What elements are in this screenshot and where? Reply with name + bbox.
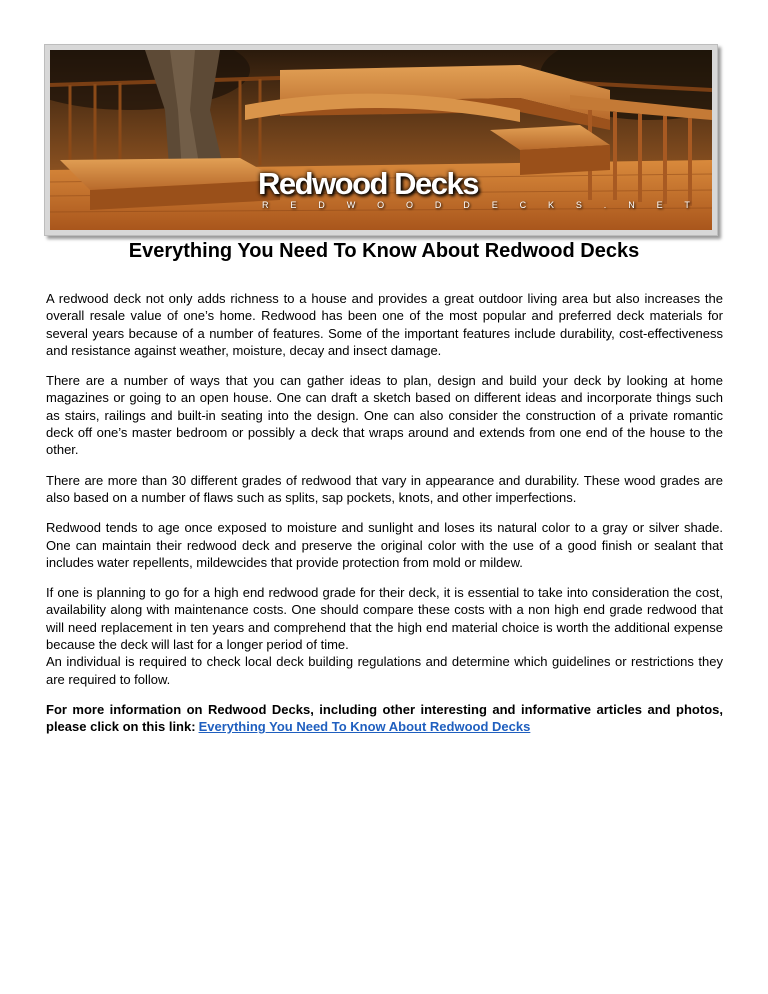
paragraph: There are a number of ways that you can gather ideas to plan, design and build your deck by looking at home magazines or going to an open house. One can draft a sketch based on different ideas and incorporate things such as stairs, railings and built-in seating into the design. One can also consider the construction of a private romantic deck off one’s master bedroom or possibly a deck that wraps around and extends from one end of the house to the other. [46, 373, 723, 458]
article-title: Everything You Need To Know About Redwood Decks [128, 240, 640, 262]
paragraph: There are more than 30 different grades of redwood that vary in appearance and durability. These wood grades are also based on a number of flaws such as splits, sap pockets, knots, and other imperfections. [46, 472, 723, 505]
paragraph: A redwood deck not only adds richness to a house and provides a great outdoor living area but also increases the overall resale value of one’s home. Redwood has been one of the most popular and preferred deck materials for several years because of a number of features. Some of the important features include durability, cost-effectiveness and resistance against weather, moisture, decay and insect damage. [46, 291, 723, 358]
article-link[interactable]: Everything You Need To Know About Redwood Decks [198, 719, 531, 735]
brand-domain-text: R E D W O O D D E C K S . N E T [262, 200, 700, 210]
paragraph: An individual is required to check local deck building regulations and determine which guidelines or restrictions they are required to follow. [46, 654, 723, 687]
brand-logo-text: Redwood Decks [258, 166, 478, 201]
more-info-text [46, 701, 723, 736]
paragraph: If one is planning to go for a high end redwood grade for their deck, it is essential to take into consideration the cost, availability along with maintenance costs. One should compare these costs with a non high end grade redwood that will need replacement in ten years and comprehend that the high end material choice is worth the additional expense because the deck will last for a longer period of time. [46, 585, 723, 653]
article-body [46, 290, 723, 749]
paragraph: Redwood tends to age once exposed to moisture and sunlight and loses its natural color to a gray or silver shade. One can maintain their redwood deck and preserve the original color with the use of a good finish or sealant that includes water repellents, mildewcides that provide protection from mold or mildew. [46, 520, 723, 570]
more-info-label: For more information on Redwood Decks, including other interesting and informative articles and photos, please click on this link: [46, 701, 723, 735]
